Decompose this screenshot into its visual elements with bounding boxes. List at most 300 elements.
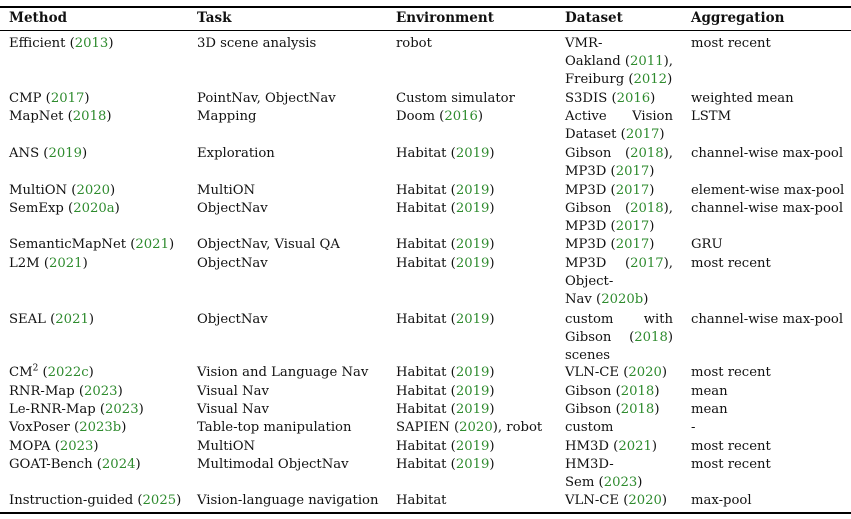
citation-year: 2018 bbox=[72, 109, 107, 124]
citation-year: 2017 bbox=[630, 256, 664, 271]
environment-cell bbox=[396, 364, 495, 382]
dataset-cell bbox=[565, 401, 659, 419]
paren-open: ( bbox=[50, 439, 60, 454]
dataset-citation bbox=[625, 255, 673, 273]
paren-open: ( bbox=[616, 127, 626, 142]
paren-open: ( bbox=[620, 54, 631, 69]
environment-cell bbox=[396, 401, 495, 419]
paren-close: ) bbox=[489, 146, 495, 161]
environment-cell bbox=[396, 182, 495, 200]
paren-close: ) bbox=[637, 475, 643, 490]
method-cell bbox=[9, 438, 99, 456]
paren-open: ( bbox=[629, 330, 635, 345]
task-cell: ObjectNav bbox=[197, 201, 268, 216]
aggregation-cell: most recent bbox=[691, 457, 771, 472]
task-cell: Vision-language navigation bbox=[197, 493, 379, 508]
dataset-name: S3DIS bbox=[565, 91, 608, 106]
method-cell bbox=[9, 255, 88, 273]
dataset-cell bbox=[565, 364, 667, 382]
paren-open: ( bbox=[65, 36, 75, 51]
environment-name: Habitat bbox=[396, 402, 447, 417]
citation-year: 2023 bbox=[59, 439, 94, 454]
dataset-word: Active bbox=[565, 109, 607, 124]
paren-close: ) bbox=[82, 146, 88, 161]
citation-year: 2022c bbox=[47, 365, 89, 380]
method-name: L2M bbox=[9, 256, 40, 271]
citation-year: 2021 bbox=[618, 439, 652, 454]
dataset-line bbox=[565, 255, 673, 273]
paren-open: ( bbox=[446, 183, 456, 198]
paren-close: ) bbox=[138, 402, 144, 417]
citation-year: 2019 bbox=[455, 256, 490, 271]
paren-open: ( bbox=[126, 237, 136, 252]
paren-close: ) bbox=[661, 365, 668, 380]
method-cell bbox=[9, 90, 90, 108]
task-cell: PointNav, ObjectNav bbox=[197, 91, 336, 106]
column-header-environment: Environment bbox=[396, 10, 494, 26]
paren-open: ( bbox=[611, 402, 621, 417]
environment-name: Doom bbox=[396, 109, 435, 124]
paren-close: ) bbox=[135, 457, 141, 472]
paren-close: ) bbox=[651, 439, 658, 454]
dataset-line bbox=[565, 438, 657, 456]
dataset-cell bbox=[565, 145, 673, 181]
citation-year: 2021 bbox=[49, 256, 83, 271]
paren-close: ) bbox=[654, 384, 660, 399]
paren-close: ) bbox=[489, 365, 495, 380]
paren-close: ) bbox=[114, 201, 120, 216]
dataset-name: Gibson bbox=[565, 402, 612, 417]
environment-cell bbox=[396, 383, 495, 401]
dataset-word: Vision bbox=[632, 109, 673, 124]
dataset-name: Dataset bbox=[565, 127, 617, 142]
paren-close: ) bbox=[667, 72, 673, 87]
paren-open: ( bbox=[606, 237, 616, 252]
dataset-name: MP3D bbox=[565, 256, 607, 271]
paren-open: ( bbox=[591, 292, 602, 307]
environment-name: Habitat bbox=[396, 457, 447, 472]
dataset-name: Gibson bbox=[565, 146, 612, 161]
method-name: ANS bbox=[9, 146, 40, 161]
aggregation-cell: most recent bbox=[691, 256, 771, 271]
paren-close: ) bbox=[654, 402, 660, 417]
paren-close: ) bbox=[489, 402, 495, 417]
paren-close: ) bbox=[489, 256, 495, 271]
paren-open: ( bbox=[608, 439, 619, 454]
citation-year: 2019 bbox=[455, 237, 490, 252]
dataset-line bbox=[565, 108, 673, 126]
dataset-line bbox=[565, 200, 673, 218]
environment-name: Habitat bbox=[396, 146, 447, 161]
method-name: Efficient bbox=[9, 36, 66, 51]
paren-close: ), bbox=[663, 54, 673, 69]
dataset-name: Sem bbox=[565, 475, 595, 490]
environment-cell bbox=[396, 200, 495, 218]
paren-close: ) bbox=[489, 439, 495, 454]
citation-year: 2020a bbox=[73, 201, 115, 216]
method-cell bbox=[9, 200, 120, 218]
paren-close: ) bbox=[659, 127, 665, 142]
paren-open: ( bbox=[606, 164, 616, 179]
citation-year: 2023 bbox=[105, 402, 139, 417]
dataset-line bbox=[565, 218, 673, 236]
method-cell bbox=[9, 456, 141, 474]
aggregation-cell: max-pool bbox=[691, 493, 752, 508]
dataset-name: HM3D bbox=[565, 439, 609, 454]
dataset-name: VMR- bbox=[565, 36, 603, 51]
method-cell bbox=[9, 419, 126, 437]
paren-open: ( bbox=[446, 439, 456, 454]
dataset-name: Gibson bbox=[565, 330, 612, 345]
method-name: Le-RNR-Map bbox=[9, 402, 96, 417]
dataset-line bbox=[565, 364, 667, 382]
paren-close: ) bbox=[649, 237, 655, 252]
dataset-line bbox=[565, 456, 642, 474]
dataset-cell bbox=[565, 492, 667, 510]
dataset-cell bbox=[565, 255, 673, 309]
method-cell bbox=[9, 145, 87, 163]
paren-open: ( bbox=[446, 146, 456, 161]
dataset-line bbox=[565, 163, 673, 181]
paren-open: ( bbox=[606, 183, 616, 198]
paren-close: ) bbox=[88, 312, 95, 327]
dataset-name: MP3D bbox=[565, 237, 607, 252]
task-cell: MultiON bbox=[197, 439, 256, 454]
task-cell: Exploration bbox=[197, 146, 275, 161]
paren-open: ( bbox=[38, 365, 48, 380]
method-cell bbox=[9, 35, 113, 53]
paren-close: ) bbox=[489, 457, 495, 472]
method-name: MapNet bbox=[9, 109, 64, 124]
citation-year: 2019 bbox=[455, 183, 490, 198]
citation-year: 2018 bbox=[634, 330, 668, 345]
citation-year: 2019 bbox=[455, 402, 490, 417]
method-name: MOPA bbox=[9, 439, 51, 454]
dataset-cell bbox=[565, 383, 659, 401]
citation-year: 2017 bbox=[615, 164, 650, 179]
column-header-aggregation: Aggregation bbox=[691, 10, 785, 26]
citation-year: 2023 bbox=[84, 384, 118, 399]
dataset-name: HM3D- bbox=[565, 457, 614, 472]
citation-year: 2021 bbox=[135, 237, 169, 252]
environment-name: Habitat bbox=[396, 201, 447, 216]
task-cell: ObjectNav bbox=[197, 312, 268, 327]
environment-name: Habitat bbox=[396, 365, 447, 380]
dataset-line bbox=[565, 383, 659, 401]
citation-year: 2018 bbox=[630, 201, 664, 216]
paren-open: ( bbox=[619, 365, 629, 380]
paren-close: ) bbox=[643, 292, 649, 307]
paren-close: ) bbox=[649, 219, 655, 234]
dataset-cell bbox=[565, 456, 642, 492]
dataset-name: Oakland bbox=[565, 54, 621, 69]
paren-close: ) bbox=[667, 330, 673, 345]
paren-close: ) bbox=[110, 183, 116, 198]
dataset-word: custom bbox=[565, 312, 614, 327]
task-cell: 3D scene analysis bbox=[197, 36, 317, 51]
citation-year: 2019 bbox=[48, 146, 83, 161]
column-header-dataset: Dataset bbox=[565, 10, 623, 26]
task-cell: Multimodal ObjectNav bbox=[197, 457, 349, 472]
paren-open: ( bbox=[92, 457, 102, 472]
dataset-name: MP3D bbox=[565, 164, 607, 179]
method-superscript: 2 bbox=[32, 363, 39, 374]
dataset-cell bbox=[565, 108, 673, 144]
citation-year: 2017 bbox=[50, 91, 85, 106]
citation-year: 2024 bbox=[101, 457, 136, 472]
dataset-line bbox=[565, 126, 673, 144]
citation-year: 2023b bbox=[79, 420, 122, 435]
aggregation-cell: element-wise max-pool bbox=[691, 183, 845, 198]
task-cell: Mapping bbox=[197, 109, 257, 124]
aggregation-cell: - bbox=[691, 420, 696, 435]
paren-open: ( bbox=[624, 72, 634, 87]
task-cell: ObjectNav, Visual QA bbox=[197, 237, 340, 252]
aggregation-cell: mean bbox=[691, 384, 728, 399]
dataset-line bbox=[565, 474, 642, 492]
dataset-name: VLN-CE bbox=[565, 365, 619, 380]
environment-name: robot bbox=[396, 36, 432, 51]
aggregation-cell: GRU bbox=[691, 237, 723, 252]
dataset-cell bbox=[565, 419, 613, 437]
citation-year: 2020 bbox=[459, 420, 493, 435]
separator: , bbox=[497, 420, 507, 435]
paren-open: ( bbox=[41, 91, 51, 106]
environment-cell bbox=[396, 35, 432, 53]
dataset-line bbox=[565, 311, 673, 329]
paren-close: ), bbox=[663, 201, 673, 216]
dataset-name: MP3D bbox=[565, 219, 607, 234]
environment-name: Habitat bbox=[396, 312, 447, 327]
paren-close: ) bbox=[108, 36, 114, 51]
paren-open: ( bbox=[446, 365, 456, 380]
paren-close: ), bbox=[663, 146, 673, 161]
citation-year: 2018 bbox=[620, 402, 655, 417]
aggregation-cell: mean bbox=[691, 402, 728, 417]
task-cell: Visual Nav bbox=[197, 384, 269, 399]
task-cell: ObjectNav bbox=[197, 256, 268, 271]
task-cell: Vision and Language Nav bbox=[197, 365, 369, 380]
citation-year: 2011 bbox=[630, 54, 664, 69]
column-header-task: Task bbox=[197, 10, 232, 26]
method-cell bbox=[9, 236, 174, 254]
environment-cell bbox=[396, 492, 446, 510]
environment-cell bbox=[396, 456, 495, 474]
citation-year: 2016 bbox=[616, 91, 651, 106]
paren-open: ( bbox=[446, 312, 456, 327]
dataset-line bbox=[565, 401, 659, 419]
paren-close: ) bbox=[489, 237, 495, 252]
paren-open: ( bbox=[63, 109, 73, 124]
environment-name: SAPIEN bbox=[396, 420, 450, 435]
dataset-cell bbox=[565, 236, 654, 254]
citation-year: 2025 bbox=[142, 493, 177, 508]
method-cell bbox=[9, 108, 112, 126]
paren-open: ( bbox=[446, 256, 456, 271]
method-name: CM bbox=[9, 365, 33, 380]
paren-open: ( bbox=[606, 219, 616, 234]
paren-close: ) bbox=[84, 91, 90, 106]
table-top-rule bbox=[0, 6, 851, 8]
dataset-cell bbox=[565, 438, 657, 456]
dataset-name: Nav bbox=[565, 292, 592, 307]
paren-close: ) bbox=[88, 365, 94, 380]
environment-name: Habitat bbox=[396, 439, 447, 454]
dataset-name: MP3D bbox=[565, 183, 607, 198]
aggregation-cell: channel-wise max-pool bbox=[691, 146, 844, 161]
task-cell: Visual Nav bbox=[197, 402, 269, 417]
paren-close: ) bbox=[661, 493, 668, 508]
environment-cell bbox=[396, 438, 495, 456]
dataset-cell bbox=[565, 90, 655, 108]
method-cell bbox=[9, 182, 115, 200]
method-name: SemExp bbox=[9, 201, 64, 216]
citation-year: 2020 bbox=[628, 493, 662, 508]
citation-year: 2019 bbox=[455, 365, 490, 380]
method-name: CMP bbox=[9, 91, 42, 106]
aggregation-cell: LSTM bbox=[691, 109, 732, 124]
environment-name: Habitat bbox=[396, 183, 447, 198]
paren-open: ( bbox=[449, 420, 460, 435]
table-bottom-rule bbox=[0, 512, 851, 514]
environment-cell bbox=[396, 255, 495, 273]
environment-cell bbox=[396, 90, 515, 108]
paren-close: ) bbox=[649, 183, 655, 198]
environment-name: Habitat bbox=[396, 256, 447, 271]
method-cell bbox=[9, 383, 123, 401]
environment-cell bbox=[396, 236, 495, 254]
paren-open: ( bbox=[446, 237, 456, 252]
citation-year: 2019 bbox=[455, 439, 490, 454]
paren-open: ( bbox=[39, 146, 49, 161]
dataset-line bbox=[565, 492, 667, 510]
environment-cell bbox=[396, 419, 542, 437]
dataset-line bbox=[565, 236, 654, 254]
dataset-line bbox=[565, 71, 673, 89]
environment-cell bbox=[396, 108, 483, 126]
paren-close: ) bbox=[650, 91, 656, 106]
environment-name: robot bbox=[506, 420, 543, 435]
citation-year: 2013 bbox=[74, 36, 109, 51]
dataset-word: with bbox=[643, 312, 673, 327]
dataset-citation bbox=[629, 329, 673, 347]
method-cell bbox=[9, 364, 94, 382]
paren-close: ) bbox=[106, 109, 112, 124]
environment-cell bbox=[396, 145, 495, 163]
environment-name: Habitat bbox=[396, 384, 447, 399]
method-cell bbox=[9, 401, 144, 419]
paren-close: ) bbox=[489, 183, 495, 198]
dataset-name: Object- bbox=[565, 274, 614, 289]
paren-close: ), bbox=[663, 256, 673, 271]
dataset-cell bbox=[565, 311, 673, 365]
paren-open: ( bbox=[446, 402, 456, 417]
paren-open: ( bbox=[624, 146, 631, 161]
citation-year: 2020 bbox=[76, 183, 110, 198]
aggregation-cell: most recent bbox=[691, 365, 771, 380]
citation-year: 2019 bbox=[455, 201, 490, 216]
method-name: SemanticMapNet bbox=[9, 237, 127, 252]
dataset-line bbox=[565, 347, 673, 365]
paren-open: ( bbox=[74, 384, 85, 399]
environment-name: Habitat bbox=[396, 493, 447, 508]
paren-open: ( bbox=[434, 109, 445, 124]
aggregation-cell: channel-wise max-pool bbox=[691, 312, 844, 327]
dataset-line bbox=[565, 53, 673, 71]
dataset-name: Gibson bbox=[565, 201, 612, 216]
dataset-citation bbox=[625, 145, 673, 163]
environment-cell bbox=[396, 311, 495, 329]
paren-close: ) bbox=[489, 201, 495, 216]
task-cell: Table-top manipulation bbox=[197, 420, 352, 435]
environment-name: Custom simulator bbox=[396, 91, 515, 106]
paren-close: ) bbox=[176, 493, 182, 508]
dataset-name: Freiburg bbox=[565, 72, 625, 87]
dataset-line bbox=[565, 35, 673, 53]
citation-year: 2019 bbox=[455, 146, 490, 161]
method-name: VoxPoser bbox=[9, 420, 70, 435]
paren-close: ) bbox=[168, 237, 175, 252]
paren-open: ( bbox=[69, 420, 80, 435]
paren-open: ( bbox=[446, 201, 456, 216]
method-name: MultiON bbox=[9, 183, 68, 198]
aggregation-cell: most recent bbox=[691, 36, 771, 51]
citation-year: 2023 bbox=[603, 475, 638, 490]
aggregation-cell: most recent bbox=[691, 439, 771, 454]
paren-close: ) bbox=[82, 256, 88, 271]
dataset-name: VLN-CE bbox=[565, 493, 619, 508]
paren-open: ( bbox=[63, 201, 74, 216]
citation-year: 2012 bbox=[633, 72, 668, 87]
dataset-line bbox=[565, 273, 673, 291]
paren-open: ( bbox=[594, 475, 604, 490]
paren-open: ( bbox=[39, 256, 49, 271]
column-header-method: Method bbox=[9, 10, 68, 26]
dataset-line bbox=[565, 291, 673, 309]
paren-open: ( bbox=[446, 457, 456, 472]
dataset-line bbox=[565, 145, 673, 163]
paren-open: ( bbox=[67, 183, 77, 198]
paren-open: ( bbox=[45, 312, 56, 327]
dataset-citation bbox=[625, 200, 673, 218]
dataset-line bbox=[565, 182, 654, 200]
citation-year: 2017 bbox=[615, 219, 650, 234]
paren-open: ( bbox=[95, 402, 106, 417]
citation-year: 2019 bbox=[455, 312, 490, 327]
method-name: SEAL bbox=[9, 312, 46, 327]
aggregation-cell: channel-wise max-pool bbox=[691, 201, 844, 216]
dataset-cell bbox=[565, 35, 673, 89]
paren-close: ) bbox=[489, 384, 495, 399]
paren-close: ) bbox=[117, 384, 123, 399]
citation-year: 2017 bbox=[615, 183, 650, 198]
citation-year: 2019 bbox=[455, 457, 490, 472]
citation-year: 2021 bbox=[55, 312, 89, 327]
paren-close: ) bbox=[121, 420, 127, 435]
method-cell bbox=[9, 492, 181, 510]
paren-close: ) bbox=[489, 312, 495, 327]
dataset-name: Gibson bbox=[565, 384, 612, 399]
paren-close: ) bbox=[649, 164, 655, 179]
aggregation-cell: weighted mean bbox=[691, 91, 794, 106]
citation-year: 2018 bbox=[630, 146, 664, 161]
paren-close: ) bbox=[93, 439, 99, 454]
paren-open: ( bbox=[607, 91, 617, 106]
citation-year: 2017 bbox=[625, 127, 660, 142]
citation-year: 2016 bbox=[444, 109, 478, 124]
paren-open: ( bbox=[624, 201, 631, 216]
paren-open: ( bbox=[133, 493, 143, 508]
